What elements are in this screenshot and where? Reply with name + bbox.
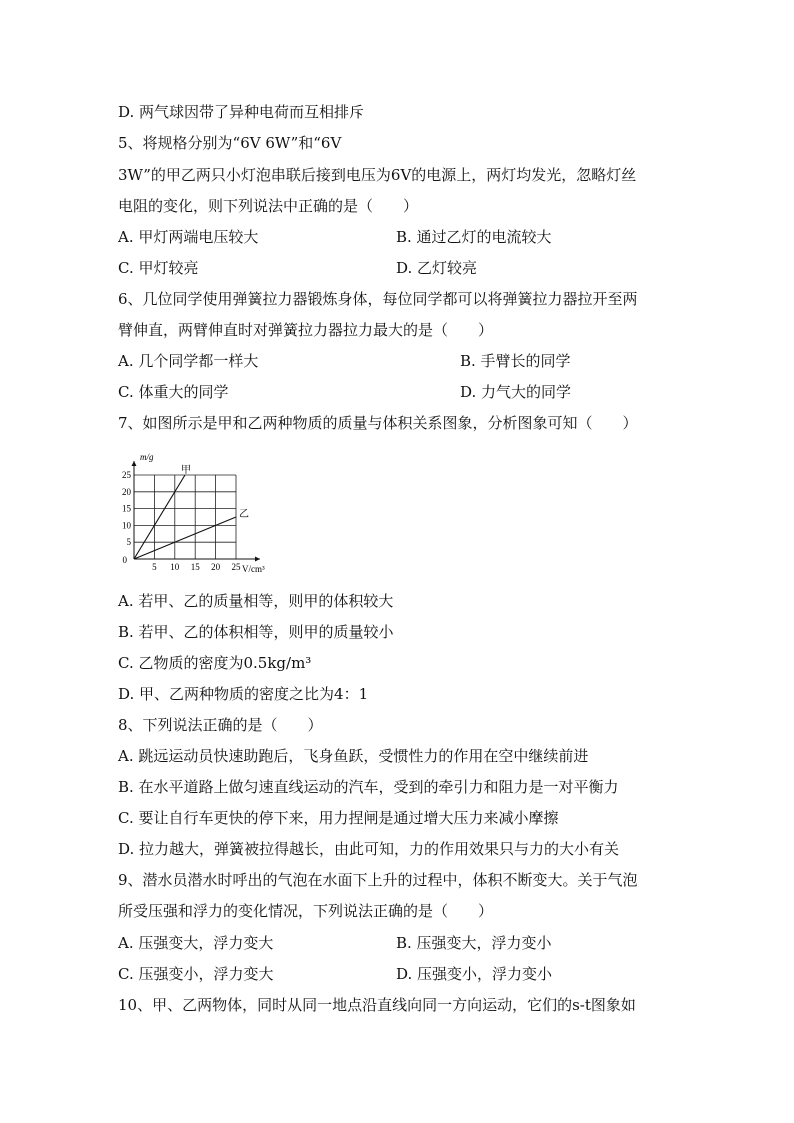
series-label-yi: 乙: [239, 509, 249, 520]
mass-volume-chart: [112, 448, 282, 583]
x-tick-label: 15: [190, 562, 200, 572]
q6-stem-line-2: 臂伸直，两臂伸直时对弹簧拉力器拉力最大的是（ ）: [118, 321, 494, 339]
chart-series: [134, 464, 249, 559]
q7-option-c: C. 乙物质的密度为0.5kg/m³: [118, 654, 312, 672]
series-line-1: [134, 475, 185, 559]
x-axis-label: V/cm³: [242, 564, 265, 574]
q8-option-b: B. 在水平道路上做匀速直线运动的汽车，受到的牵引力和阻力是一对平衡力: [118, 778, 619, 796]
q9-option-d: D. 压强变小，浮力变小: [396, 965, 553, 983]
x-tick-label: 5: [152, 562, 157, 572]
x-axis-arrow: [255, 557, 260, 562]
q5-option-d: D. 乙灯较亮: [396, 259, 478, 277]
q9-stem-line-1: 9、潜水员潜水时呼出的气泡在水面下上升的过程中，体积不断变大。关于气泡: [118, 871, 638, 889]
x-tick-label: 20: [211, 562, 221, 572]
q8-stem: 8、下列说法正确的是（ ）: [118, 716, 323, 734]
q8-option-a: A. 跳远运动员快速助跑后，飞身鱼跃，受惯性力的作用在空中继续前进: [118, 747, 589, 765]
q9-option-a: A. 压强变大，浮力变大: [118, 934, 274, 952]
q9-option-b: B. 压强变大，浮力变小: [396, 934, 552, 952]
x-tick-label: 25: [231, 562, 241, 572]
q8-option-d: D. 拉力越大，弹簧被拉得越长，由此可知，力的作用效果只与力的大小有关: [118, 840, 620, 858]
origin-label: 0: [122, 555, 127, 565]
q6-stem-line-1: 6、几位同学使用弹簧拉力器锻炼身体，每位同学都可以将弹簧拉力器拉开至两: [118, 290, 638, 308]
q5-option-a: A. 甲灯两端电压较大: [118, 228, 259, 246]
q5-stem-line-2: 3W”的甲乙两只小灯泡串联后接到电压为6V的电源上，两灯均发光，忽略灯丝: [118, 166, 637, 184]
series-line-2: [134, 517, 236, 559]
y-axis-arrow: [132, 461, 137, 466]
q7-stem: 7、如图所示是甲和乙两种物质的质量与体积关系图象，分析图象可知（ ）: [118, 414, 638, 432]
y-tick-label: 5: [126, 537, 131, 548]
q6-option-b: B. 手臂长的同学: [460, 352, 571, 370]
q5-option-c: C. 甲灯较亮: [118, 259, 199, 277]
y-tick-label: 25: [122, 470, 131, 480]
q7-option-b: B. 若甲、乙的体积相等，则甲的质量较小: [118, 623, 394, 641]
q9-stem-line-2: 所受压强和浮力的变化情况，下列说法正确的是（ ）: [118, 902, 494, 920]
q6-option-d: D. 力气大的同学: [460, 383, 572, 401]
q8-option-c: C. 要让自行车更快的停下来，用力捏闸是通过增大压力来减小摩擦: [118, 809, 559, 827]
x-tick-label: 10: [170, 562, 180, 572]
q9-option-c: C. 压强变小，浮力变大: [118, 965, 274, 983]
q10-stem: 10、甲、乙两物体，同时从同一地点沿直线向同一方向运动，它们的s-t图象如: [118, 996, 636, 1014]
y-axis-label: m/g: [140, 452, 154, 462]
y-tick-label: 20: [122, 486, 131, 497]
y-tick-label: 15: [122, 503, 131, 514]
q5-option-b: B. 通过乙灯的电流较大: [396, 228, 552, 246]
q6-option-c: C. 体重大的同学: [118, 383, 229, 401]
q5-stem-line-1: 5、将规格分别为“6V 6W”和“6V: [118, 134, 342, 152]
q7-option-a: A. 若甲、乙的质量相等，则甲的体积较大: [118, 592, 394, 610]
q7-option-d: D. 甲、乙两种物质的密度之比为4：1: [118, 685, 369, 703]
chart-grid: [134, 475, 236, 559]
series-label-jia: 甲: [181, 465, 191, 476]
q4-option-d: D. 两气球因带了异种电荷而互相排斥: [118, 103, 365, 121]
y-tick-label: 10: [122, 520, 131, 531]
q6-option-a: A. 几个同学都一样大: [118, 352, 259, 370]
q5-stem-line-3: 电阻的变化，则下列说法中正确的是（ ）: [118, 197, 419, 215]
